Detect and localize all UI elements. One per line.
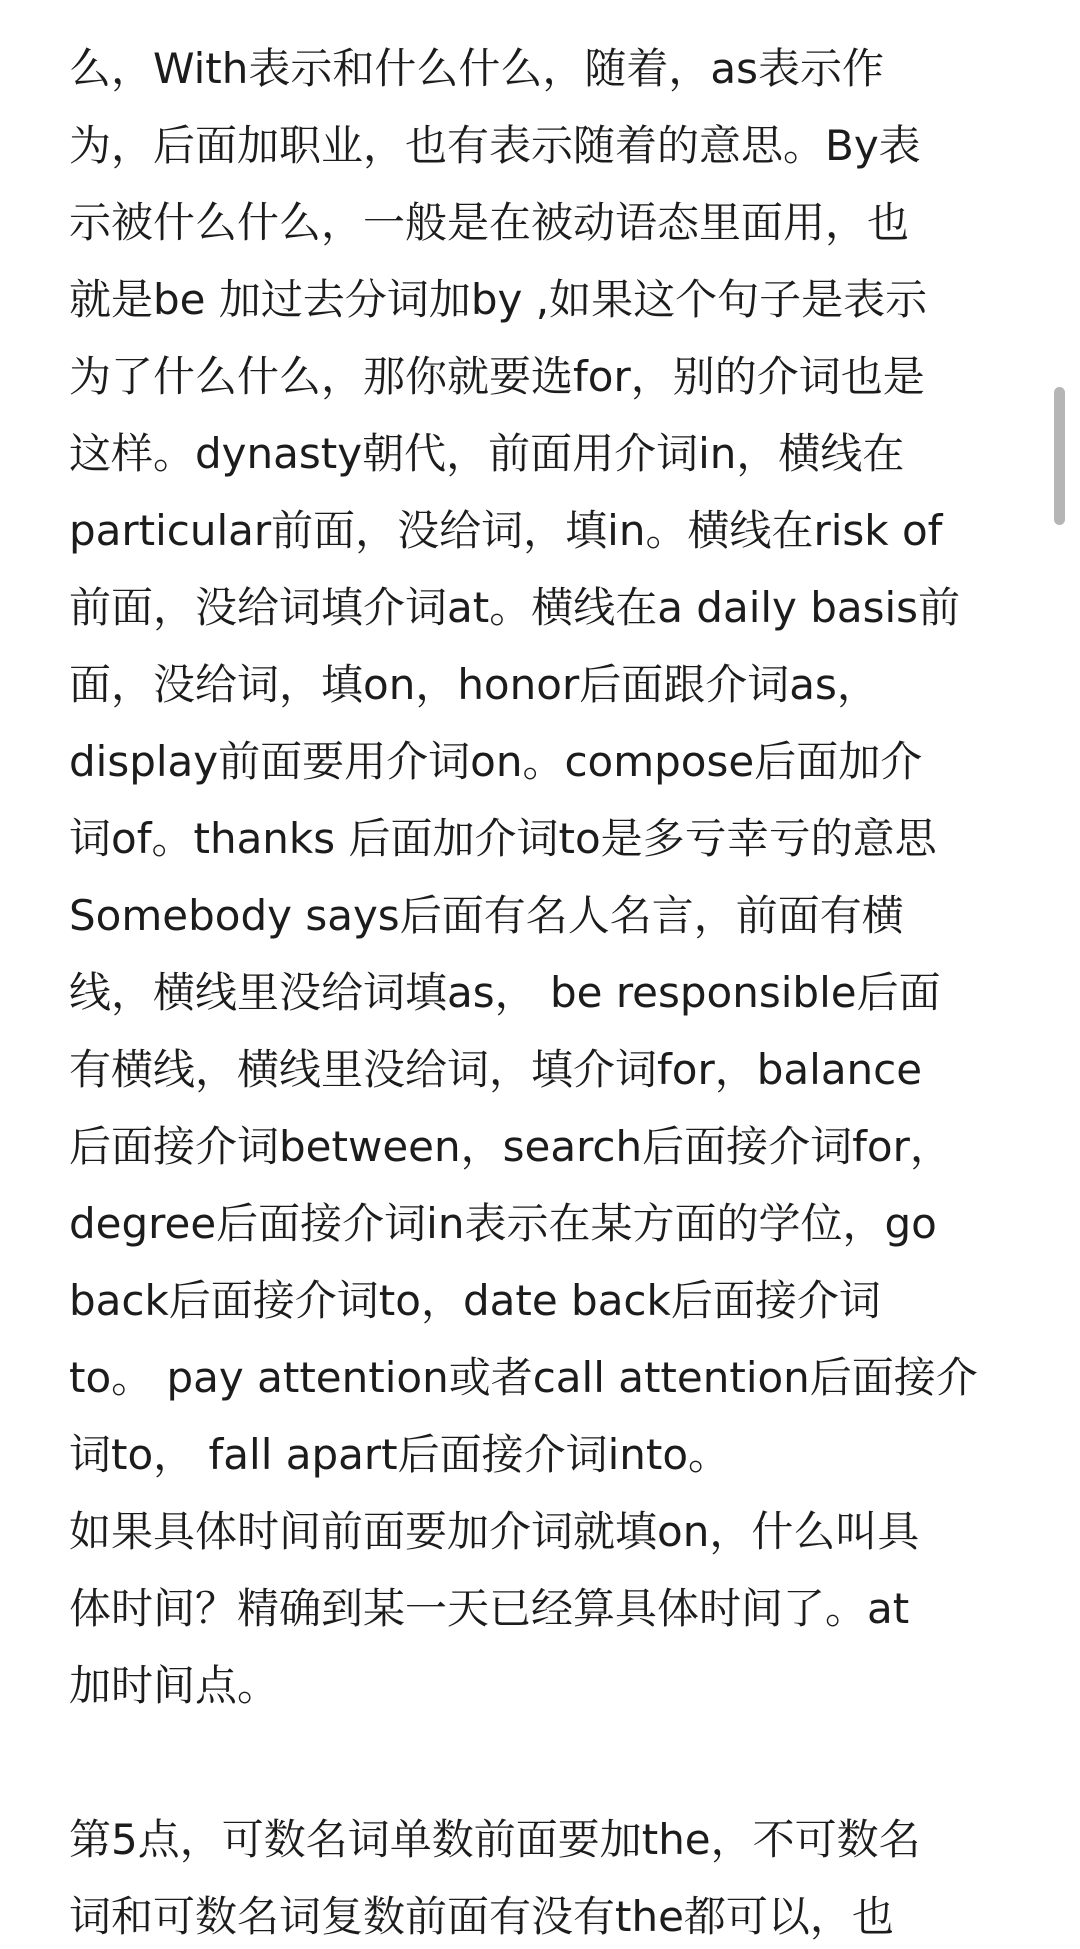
vertical-scrollbar[interactable]	[1050, 0, 1080, 1949]
text-line: back后面接介词to，date back后面接介词	[69, 1276, 881, 1325]
paragraph-spacer	[69, 1724, 1014, 1801]
article-body	[69, 30, 1014, 1949]
text-line: 词和可数名词复数前面有没有the都可以，也	[69, 1892, 894, 1941]
text-line: Somebody says后面有名人名言，前面有横	[69, 891, 904, 940]
text-line: 前面，没给词填介词at。横线在a daily basis前	[69, 583, 961, 632]
text-line: 示被什么什么，一般是在被动语态里面用，也	[69, 198, 910, 247]
text-line: 加时间点。	[69, 1661, 280, 1710]
text-line: 为了什么什么，那你就要选for，别的介词也是	[69, 352, 925, 401]
text-line: 词to， fall apart后面接介词into。	[69, 1430, 731, 1479]
text-line: 为，后面加职业，也有表示随着的意思。By表	[69, 121, 921, 170]
text-line: 第5点，可数名词单数前面要加the，不可数名	[69, 1815, 921, 1864]
text-line: 词of。thanks 后面加介词to是多亏幸亏的意思	[69, 814, 937, 863]
text-line: 如果具体时间前面要加介词就填on，什么叫具	[69, 1507, 920, 1556]
text-line: 这样。dynasty朝代，前面用介词in，横线在	[69, 429, 905, 478]
text-line: to。 pay attention或者call attention后面接介	[69, 1353, 978, 1402]
text-line: 么，With表示和什么什么，随着，as表示作	[69, 44, 884, 93]
text-line: 线，横线里没给词填as， be responsible后面	[69, 968, 941, 1017]
text-line: degree后面接介词in表示在某方面的学位，go	[69, 1199, 937, 1248]
text-line: display前面要用介词on。compose后面加介	[69, 737, 923, 786]
text-line: 就是be 加过去分词加by ,如果这个句子是表示	[69, 275, 928, 324]
text-line: 体时间？精确到某一天已经算具体时间了。at	[69, 1584, 910, 1633]
text-line: 面，没给词，填on，honor后面跟介词as，	[69, 660, 879, 709]
scrollbar-thumb[interactable]	[1054, 387, 1065, 525]
text-line: 有横线，横线里没给词，填介词for，balance	[69, 1045, 923, 1094]
text-line: particular前面，没给词，填in。横线在risk of	[69, 506, 943, 555]
text-line: 后面接介词between，search后面接介词for，	[69, 1122, 952, 1171]
